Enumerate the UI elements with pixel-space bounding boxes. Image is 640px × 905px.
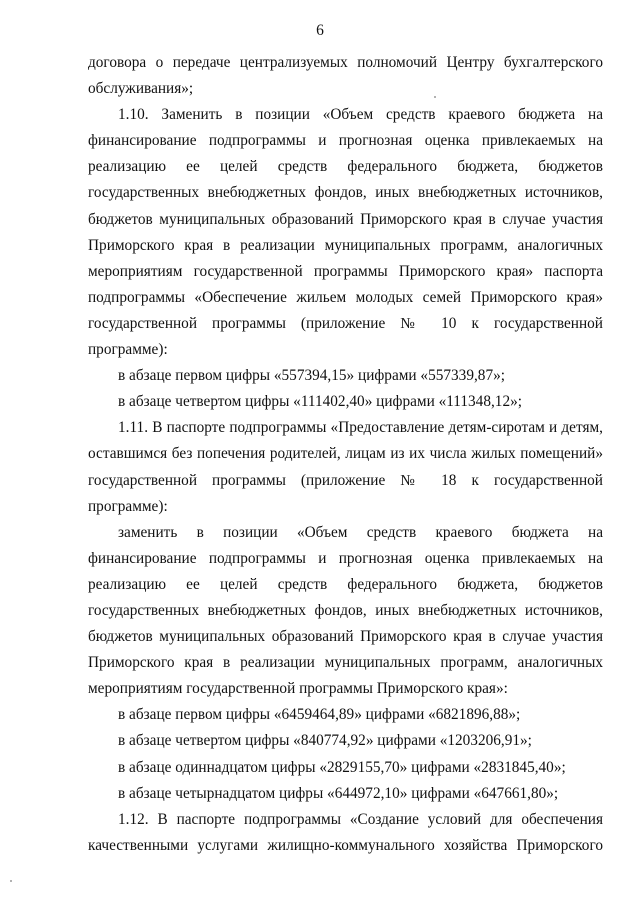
document-body <box>88 50 603 859</box>
page-number: 6 <box>316 22 324 39</box>
text-line: государственных внебюджетных фондов, иных внебюджетных источников, <box>88 184 603 202</box>
text-line: мероприятиям государственной программы Приморского края» паспорта <box>88 262 603 280</box>
text-line: финансирование подпрограммы и прогнозная оценка привлекаемых на <box>88 549 603 567</box>
text-line: в абзаце четвертом цифры «111402,40» цифрами «111348,12»; <box>118 393 522 411</box>
text-line: обслуживания»; <box>88 80 194 98</box>
text-line: программе): <box>88 341 168 359</box>
text-line: мероприятиям государственной программы Приморского края»: <box>88 680 508 698</box>
text-line: 1.12. В паспорте подпрограммы «Создание условий для обеспечения <box>118 810 603 828</box>
text-line: 1.10. Заменить в позиции «Объем средств краевого бюджета на <box>118 106 603 124</box>
scan-speck <box>10 880 12 882</box>
text-line: финансирование подпрограммы и прогнозная оценка привлекаемых на <box>88 132 603 150</box>
text-line: договора о передаче централизуемых полномочий Центру бухгалтерского <box>88 54 603 71</box>
text-line: государственной программы (приложение № 18 к государственной <box>88 471 603 489</box>
text-line: программе): <box>88 497 168 515</box>
text-line: заменить в позиции «Объем средств краевого бюджета на <box>118 523 603 541</box>
text-line: в абзаце первом цифры «6459464,89» цифрами «6821896,88»; <box>118 706 521 724</box>
text-line: Приморского края в реализации муниципальных программ, аналогичных <box>88 654 603 672</box>
text-line: в абзаце четвертом цифры «840774,92» цифрами «1203206,91»; <box>118 732 532 750</box>
text-line: подпрограммы «Обеспечение жильем молодых семей Приморского края» <box>88 288 603 306</box>
text-line: реализацию ее целей средств федерального бюджета, бюджетов <box>88 575 603 593</box>
text-line: бюджетов муниципальных образований Приморского края в случае участия <box>88 210 603 228</box>
text-line: Приморского края в реализации муниципальных программ, аналогичных <box>88 236 603 254</box>
text-line: бюджетов муниципальных образований Приморского края в случае участия <box>88 628 603 646</box>
text-line: в абзаце одиннадцатом цифры «2829155,70» цифрами «2831845,40»; <box>118 758 566 776</box>
text-line: 1.11. В паспорте подпрограммы «Предоставление детям-сиротам и детям, <box>118 419 603 437</box>
text-line: оставшимся без попечения родителей, лицам из их числа жилых помещений» <box>88 445 603 463</box>
text-line: в абзаце первом цифры «557394,15» цифрами «557339,87»; <box>118 367 505 385</box>
text-line: в абзаце четырнадцатом цифры «644972,10» цифрами «647661,80»; <box>118 784 559 802</box>
text-line: государственных внебюджетных фондов, иных внебюджетных источников, <box>88 601 603 619</box>
scan-speck <box>434 96 436 98</box>
text-line: качественными услугами жилищно-коммунального хозяйства Приморского <box>88 836 603 854</box>
text-line: государственной программы (приложение № 10 к государственной <box>88 314 603 332</box>
text-line: реализацию ее целей средств федерального бюджета, бюджетов <box>88 158 603 176</box>
